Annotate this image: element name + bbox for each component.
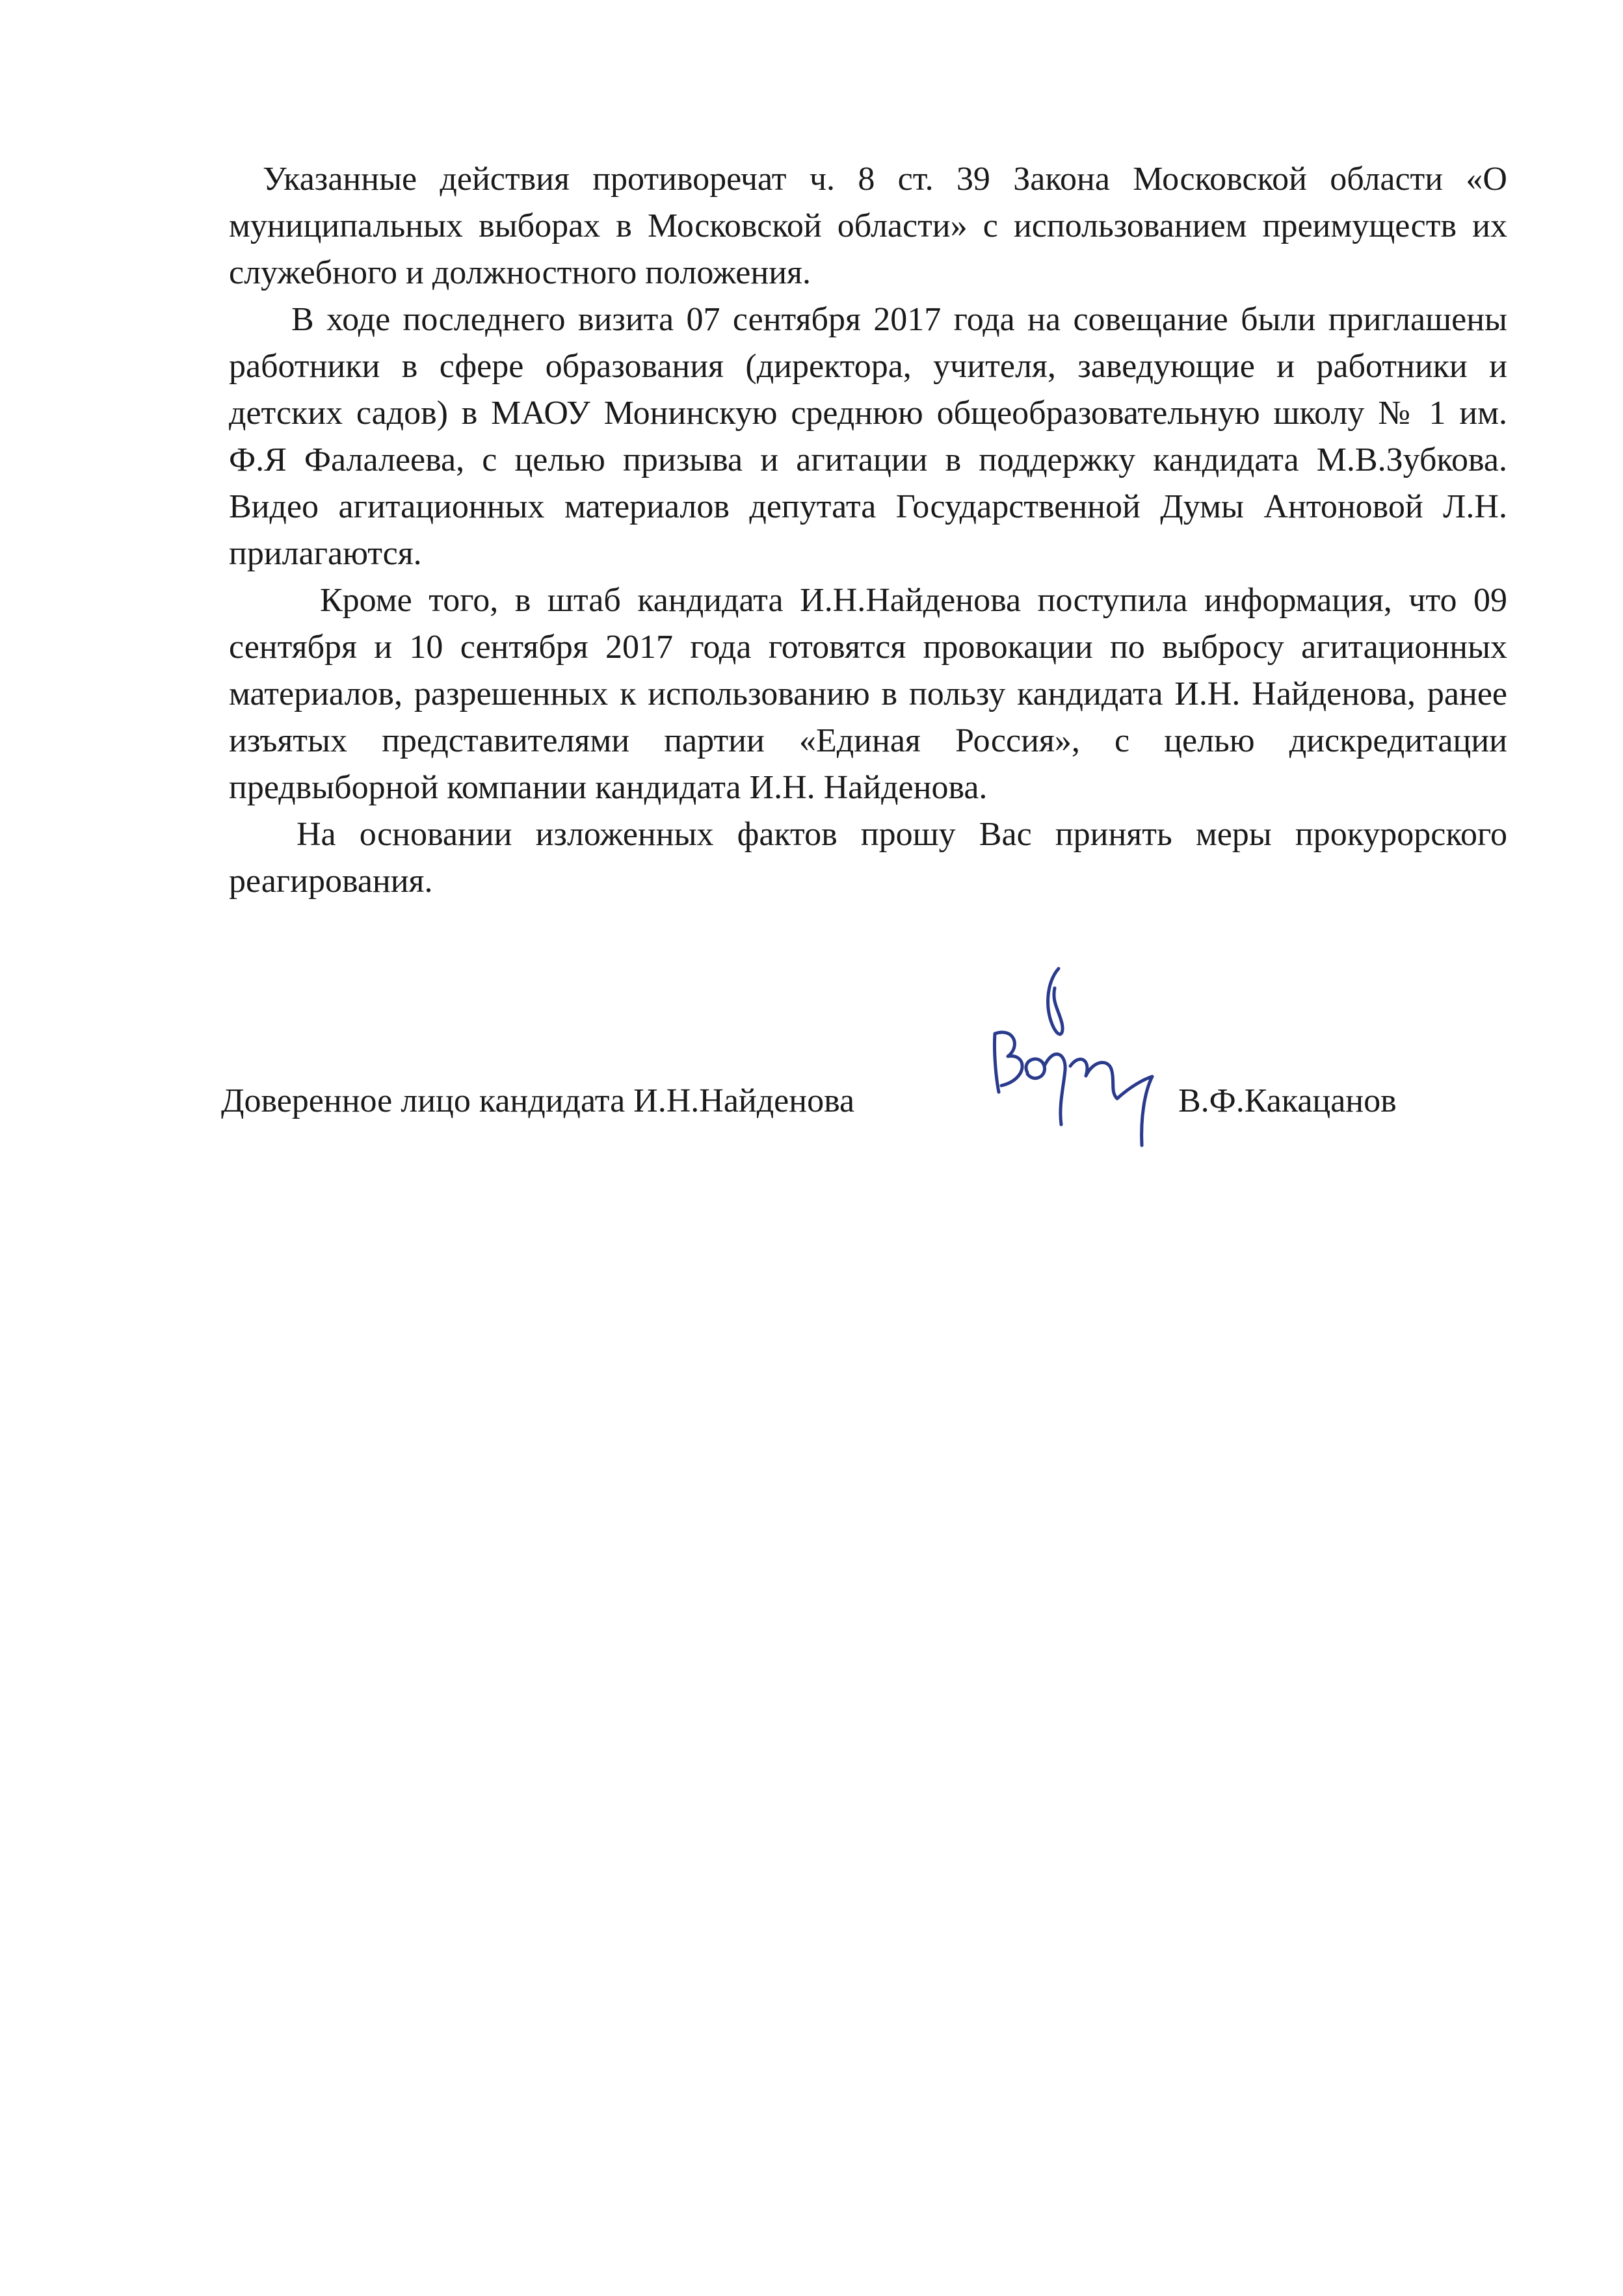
signatory-title: Доверенное лицо кандидата И.Н.Найденова [221, 1082, 855, 1119]
document-body [229, 156, 1507, 905]
paragraph-4: На основании изложенных фактов прошу Вас принять меры прокурорского реагирования. [229, 816, 1507, 900]
paragraph-1: Указанные действия противоречат ч. 8 ст. 39 Закона Московской области «О муниципальных выборах в Московской области» с использованием преимуществ их служебного и должностного положения. [229, 161, 1507, 291]
signature-block [221, 1066, 1509, 1196]
handwritten-signature-icon [982, 962, 1164, 1157]
paragraph-2: В ходе последнего визита 07 сентября 2017 года на совещание были приглашены работники в сфере образования (директора, учителя, заведующие и работники и детских садов) в МАОУ Монинскую среднюю общеобразовательную школу № 1 им. Ф.Я Фалалеева, с целью призыва и агитации в поддержку кандидата М.В.Зубкова. Видео агитационных материалов депутата Государственной Думы Антоновой Л.Н. прилагаются. [229, 301, 1507, 572]
signatory-name: В.Ф.Какацанов [1178, 1082, 1397, 1119]
paragraph-3: Кроме того, в штаб кандидата И.Н.Найденова поступила информация, что 09 сентября и 10 сентября 2017 года готовятся провокации по выбросу агитационных материалов, разрешенных к использованию в пользу кандидата И.Н. Найденова, ранее изъятых представителями партии «Единая Россия», с целью дискредитации предвыборной компании кандидата И.Н. Найденова. [229, 582, 1507, 806]
